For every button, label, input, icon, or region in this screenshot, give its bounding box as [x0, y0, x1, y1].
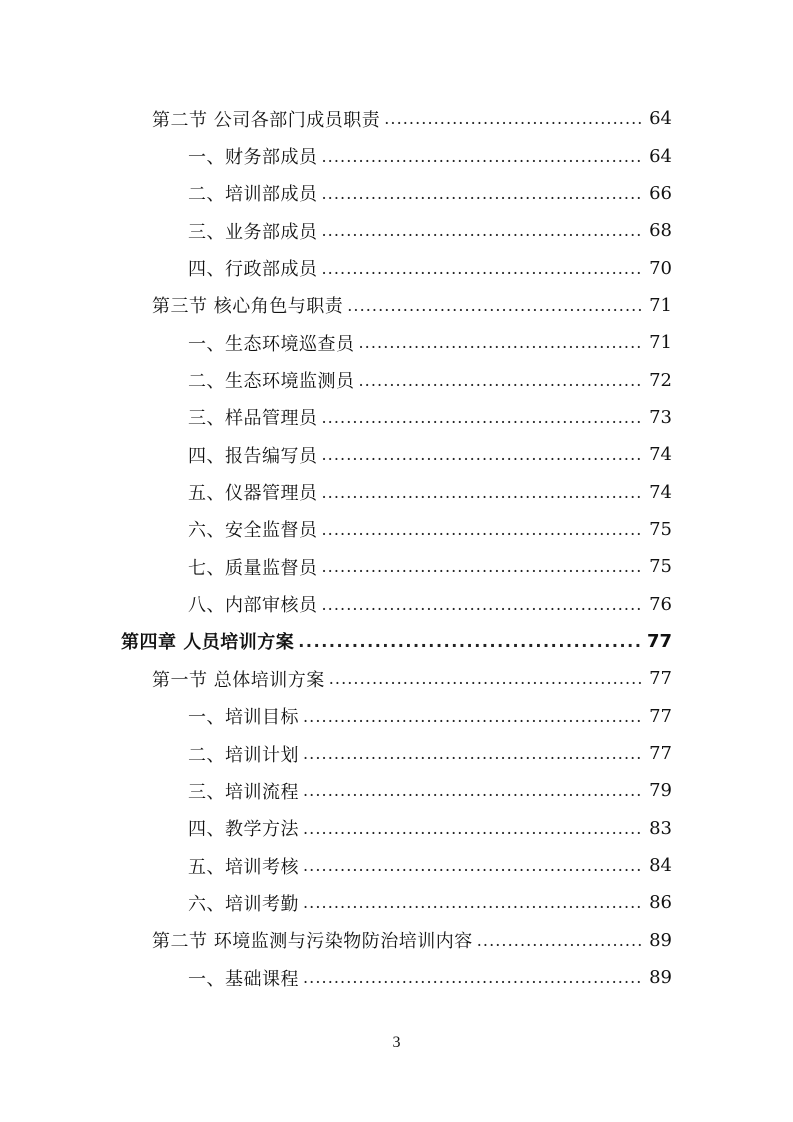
- toc-entry-page: 74: [649, 444, 672, 466]
- toc-entry-title: 五、仪器管理员: [188, 483, 318, 505]
- toc-entry-title: 三、样品管理员: [188, 408, 318, 430]
- toc-entry-title: 二、生态环境监测员: [188, 371, 355, 393]
- toc-section-entry[interactable]: [0, 287, 793, 324]
- toc-entry-page: 77: [646, 630, 672, 652]
- toc-entry-title: 二、培训计划: [188, 744, 299, 766]
- toc-entry-page: 77: [649, 705, 672, 727]
- toc-dot-leader: [322, 445, 644, 464]
- page-number: 3: [392, 1034, 401, 1051]
- toc-entry-page: 76: [649, 593, 672, 615]
- toc-subsection-entry[interactable]: [0, 847, 793, 884]
- toc-subsection-entry[interactable]: [0, 212, 793, 249]
- toc-entry-page: 84: [649, 855, 672, 877]
- toc-entry-page: 72: [649, 369, 672, 391]
- toc-subsection-entry[interactable]: [0, 436, 793, 473]
- toc-entry-title: 六、培训考勤: [188, 893, 299, 915]
- toc-subsection-entry[interactable]: [0, 548, 793, 585]
- toc-subsection-entry[interactable]: [0, 399, 793, 436]
- toc-entry-title: 第二节 环境监测与污染物防治培训内容: [152, 931, 473, 953]
- toc-entry-page: 83: [649, 817, 672, 839]
- toc-entry-page: 75: [649, 556, 672, 578]
- toc-dot-leader: [303, 744, 643, 763]
- toc-entry-title: 四、教学方法: [188, 819, 299, 841]
- toc-entry-page: 70: [649, 257, 672, 279]
- toc-dot-leader: [298, 632, 641, 651]
- toc-dot-leader: [303, 819, 643, 838]
- toc-dot-leader: [347, 296, 643, 315]
- toc-dot-leader: [329, 669, 643, 688]
- toc-subsection-entry[interactable]: [0, 698, 793, 735]
- toc-entry-page: 86: [649, 892, 672, 914]
- toc-subsection-entry[interactable]: [0, 249, 793, 286]
- toc-dot-leader: [303, 856, 643, 875]
- toc-subsection-entry[interactable]: [0, 175, 793, 212]
- toc-subsection-entry[interactable]: [0, 810, 793, 847]
- toc-entry-title: 四、行政部成员: [188, 259, 318, 281]
- toc-entry-title: 六、安全监督员: [188, 520, 318, 542]
- toc-dot-leader: [322, 557, 644, 576]
- toc-subsection-entry[interactable]: [0, 473, 793, 510]
- toc-entry-page: 77: [649, 743, 672, 765]
- toc-section-entry[interactable]: [0, 100, 793, 137]
- toc-subsection-entry[interactable]: [0, 772, 793, 809]
- toc-dot-leader: [322, 408, 644, 427]
- toc-entry-title: 三、业务部成员: [188, 221, 318, 243]
- toc-chapter-entry[interactable]: [0, 623, 793, 660]
- toc-entry-page: 75: [649, 518, 672, 540]
- toc-entry-page: 89: [649, 929, 672, 951]
- toc-dot-leader: [359, 371, 644, 390]
- toc-dot-leader: [303, 707, 643, 726]
- toc-entry-page: 71: [649, 332, 672, 354]
- toc-dot-leader: [384, 109, 643, 128]
- toc-dot-leader: [322, 259, 644, 278]
- toc-entry-page: 64: [649, 145, 672, 167]
- toc-entry-title: 一、生态环境巡查员: [188, 333, 355, 355]
- toc-subsection-entry[interactable]: [0, 361, 793, 398]
- toc-entry-title: 一、培训目标: [188, 707, 299, 729]
- toc-subsection-entry[interactable]: [0, 959, 793, 996]
- toc-dot-leader: [359, 333, 644, 352]
- toc-dot-leader: [322, 221, 644, 240]
- toc-entry-page: 66: [649, 182, 672, 204]
- toc-entry-title: 第二节 公司各部门成员职责: [152, 109, 381, 131]
- toc-section-entry[interactable]: [0, 660, 793, 697]
- toc-subsection-entry[interactable]: [0, 884, 793, 921]
- toc-dot-leader: [322, 184, 644, 203]
- toc-entry-title: 第四章 人员培训方案: [121, 632, 295, 654]
- toc-dot-leader: [322, 520, 644, 539]
- toc-entry-page: 89: [649, 967, 672, 989]
- toc-entry-title: 五、培训考核: [188, 856, 299, 878]
- toc-entry-page: 74: [649, 481, 672, 503]
- table-of-contents: [0, 100, 793, 996]
- toc-entry-title: 四、报告编写员: [188, 445, 318, 467]
- toc-dot-leader: [322, 595, 644, 614]
- toc-dot-leader: [303, 893, 643, 912]
- toc-subsection-entry[interactable]: [0, 585, 793, 622]
- toc-entry-title: 一、基础课程: [188, 968, 299, 990]
- toc-subsection-entry[interactable]: [0, 137, 793, 174]
- toc-entry-title: 八、内部审核员: [188, 595, 318, 617]
- toc-entry-page: 79: [649, 780, 672, 802]
- toc-entry-title: 七、质量监督员: [188, 557, 318, 579]
- toc-subsection-entry[interactable]: [0, 735, 793, 772]
- toc-dot-leader: [322, 147, 644, 166]
- toc-entry-title: 一、财务部成员: [188, 147, 318, 169]
- toc-subsection-entry[interactable]: [0, 324, 793, 361]
- toc-section-entry[interactable]: [0, 922, 793, 959]
- toc-dot-leader: [303, 781, 643, 800]
- toc-entry-page: 77: [649, 668, 672, 690]
- toc-entry-page: 71: [649, 294, 672, 316]
- toc-dot-leader: [322, 483, 644, 502]
- toc-dot-leader: [477, 931, 643, 950]
- toc-entry-page: 68: [649, 220, 672, 242]
- toc-entry-page: 64: [649, 108, 672, 130]
- toc-entry-title: 第一节 总体培训方案: [152, 669, 325, 691]
- toc-entry-title: 三、培训流程: [188, 781, 299, 803]
- toc-entry-title: 第三节 核心角色与职责: [152, 296, 344, 318]
- toc-entry-page: 73: [649, 406, 672, 428]
- toc-subsection-entry[interactable]: [0, 511, 793, 548]
- toc-dot-leader: [303, 968, 643, 987]
- toc-entry-title: 二、培训部成员: [188, 184, 318, 206]
